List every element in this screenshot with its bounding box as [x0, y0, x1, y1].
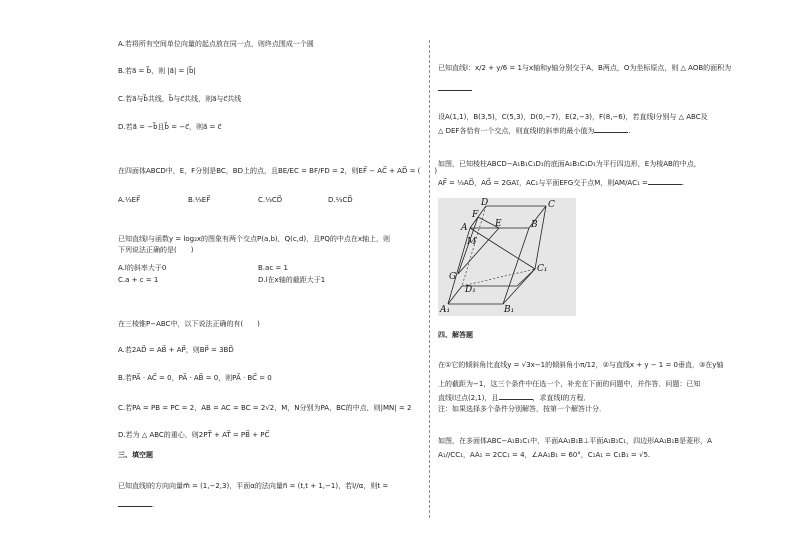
label-f: F [472, 210, 479, 220]
label-a1: A₁ [440, 305, 451, 315]
option-a-unit-vectors: A.若将所有空间单位向量的起点放在同一点，则终点围成一个圆 [118, 40, 314, 48]
question-prism-line2: AF⃗ = ⅓AD⃗，AG⃗ = 2GA₁⃗，AC₁与平面EFG交于点M，则AM/AC₁ = . [438, 179, 685, 187]
question-choose-note: 注：如果选择多个条件分别解答，按第一个解答计分． [438, 405, 606, 413]
answer-blank [438, 84, 472, 94]
diag-ac1 [470, 228, 535, 269]
label-g: G [449, 272, 457, 282]
question-points-line1: 设A(1,1)，B(3,5)，C(5,3)，D(0,−7)，E(2,−3)，F(8,−6)，若直线l分别与 △ ABC及 [438, 113, 708, 121]
question-tetrahedron-stem: 在四面体ABCD中，E，F分别是BC，BD上的点，且BE/EC = BF/FD = 2，则EF⃗ − AC⃗ + AD⃗ = ( ) [118, 167, 438, 175]
question-points-line2: △ DEF各恰有一个交点，则直线l的斜率的最小值为 . [438, 127, 631, 135]
label-b: B [531, 220, 538, 230]
question-polyhedron-line1: 如图，在多面体ABC−A₁B₁C₁中，平面AA₁B₁B⊥平面A₁B₁C₁，四边形AA₁B₁B是菱形，A [438, 437, 712, 445]
question-choose-line3-end: ，求直线l的方程． [532, 394, 591, 402]
pyramid-option-b: B.若PA⃗ · AC⃗ = 0，PA⃗ · AB⃗ = 0，则PA⃗ · BC⃗ = 0 [118, 374, 272, 382]
question-choose-line3-text: 直线l过点(2,1)，且 [438, 394, 499, 402]
question-points-line2-text: △ DEF各恰有一个交点，则直线l的斜率的最小值为 [438, 127, 595, 135]
edge-b1c1-front [503, 269, 535, 304]
option-b-equal-vectors: B.若a⃗ = b⃗，则 |a⃗| = |b⃗| [118, 67, 196, 75]
question-choose-line3 [438, 393, 591, 403]
edge-bb1 [503, 228, 529, 304]
tetra-option-b: B.⅔EF⃗ [188, 196, 211, 204]
edge-d1c1 [462, 269, 535, 286]
pyramid-option-d: D.若为 △ ABC的重心，则2PT⃗ + AT⃗ = PB⃗ + PC⃗ [118, 431, 270, 439]
log-option-c: C.a + c = 1 [118, 276, 159, 284]
option-c-collinear: C.若a⃗与b⃗共线，b⃗与c⃗共线，则a⃗与c⃗共线 [118, 95, 242, 103]
section-heading-fill-in: 三、填空题 [118, 451, 153, 459]
option-d-opposite: D.若a⃗ = −b⃗且b⃗ = −c⃗，则a⃗ = c⃗ [118, 123, 222, 131]
column-divider [429, 40, 430, 518]
edge-cc1 [535, 206, 546, 269]
tetra-option-d: D.⅔CD⃗ [328, 196, 353, 204]
label-m: M [467, 237, 477, 247]
label-a: A [461, 223, 468, 233]
pyramid-option-a: A.若2AD⃗ = AB⃗ + AP⃗，则BP⃗ = 3BD⃗ [118, 346, 234, 354]
label-d: D [481, 198, 489, 208]
label-d1: D₁ [465, 285, 476, 295]
log-option-a: A.l的斜率大于0 [118, 264, 167, 272]
tetra-option-c: C.⅓CD⃗ [258, 196, 283, 204]
tetra-option-a: A.⅓EF⃗ [118, 196, 141, 204]
label-c: C [548, 200, 555, 210]
question-pyramid-stem: 在三棱锥P−ABC中，以下说法正确的有( ) [118, 320, 260, 328]
question-polyhedron-line2: A₁//CC₁，AA₁ = 2CC₁ = 4，∠AA₁B₁ = 60°，C₁A₁ = C₁B₁ = √5. [438, 451, 651, 459]
prism-diagram [438, 198, 576, 316]
label-e: E [495, 219, 502, 229]
question-prism-line2-text: AF⃗ = ⅓AD⃗，AG⃗ = 2GA₁⃗，AC₁与平面EFG交于点M，则AM/AC₁ = [438, 179, 648, 187]
log-option-d: D.l在x轴的截距大于1 [258, 276, 326, 284]
question-log-stem-line2: 下列说法正确的是( ) [118, 246, 194, 254]
edge-eg [458, 228, 499, 274]
section-heading-answers: 四、解答题 [438, 331, 473, 339]
label-c1: C₁ [537, 264, 548, 274]
prism-figure [438, 198, 576, 316]
pyramid-option-c: C.若PA = PB = PC = 2，AB = AC = BC = 2√2，M，N分别为PA，BC的中点，则|MN| = 2 [118, 404, 412, 412]
question-choose-line2: 上的截距为−1，这三个条件中任选一个，补充在下面的问题中，并作答．问题：已知 [438, 380, 701, 388]
label-b1: B₁ [504, 305, 515, 315]
answer-blank: . [118, 500, 154, 510]
question-choose-line1: 在①它的倾斜角比直线y = √3x−1的倾斜角小π/12，②与直线x + y − 1 = 0垂直，③在y轴 [438, 361, 724, 369]
question-log-stem-line1: 已知直线l与函数y = log₂x的图象有两个交点P(a,b)，Q(c,d)，且PQ的中点在x轴上，则 [118, 235, 391, 243]
question-prism-line1: 如图，已知棱柱ABCD−A₁B₁C₁D₁的底面A₁B₁C₁D₁为平行四边形，E为棱AB的中点， [438, 160, 701, 168]
edge-a1d1 [448, 286, 462, 304]
question-triangle-area: 已知直线l：x/2 + y/6 = 1与x轴和y轴分别交于A，B两点，O为坐标原点，则 △ AOB的面积为 [438, 64, 732, 72]
log-option-b: B.ac = 1 [258, 264, 288, 272]
question-plane-normal: 已知直线l的方向向量m⃗ = (1,−2,3)，平面α的法向量n⃗ = (t,t + 1,−1)，若l//α，则t = [118, 482, 389, 490]
